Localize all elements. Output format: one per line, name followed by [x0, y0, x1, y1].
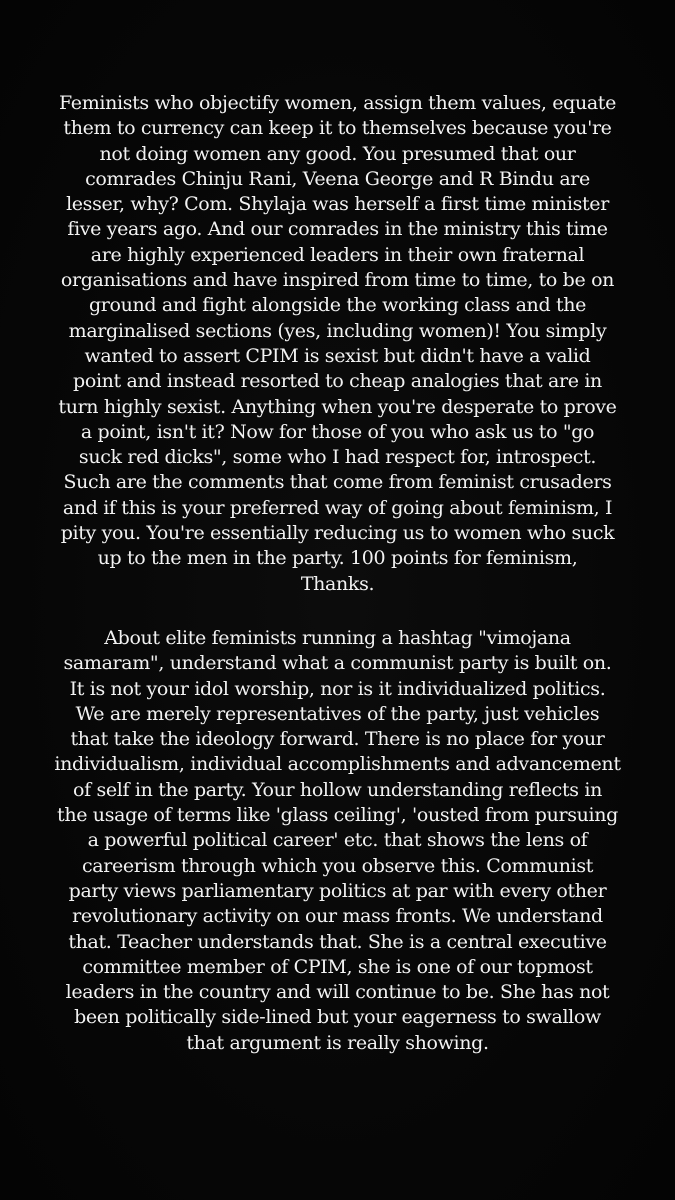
story-paragraph-1: Feminists who objectify women, assign them values, equate them to currency can keep it to themselves because you're not doing women any good. You presumed that our comrades Chinju Rani, Veena George and R Bindu are lesser, why? Com. Shylaja was herself a first time minister five years ago. And our comrades in the ministry this time are highly experienced leaders in their own fraternal organisations and have inspired from time to time, to be on ground and fight alongside the working class and the marginalised sections (yes, including women)! You simply wanted to assert CPIM is sexist but didn't have a valid point and instead resorted to cheap analogies that are in turn highly sexist. Anything when you're desperate to prove a point, isn't it? Now for those of you who ask us to "go suck red dicks", some who I had respect for, introspect. Such are the comments that come from feminist crusaders and if this is your preferred way of going about feminism, I pity you. You're essentially reducing us to women who suck up to the men in the party. 100 points for feminism, Thanks.: [58, 92, 617, 595]
story-paragraph-2: About elite feminists running a hashtag "vimojana samaram", understand what a communist party is built on. It is not your idol worship, nor is it individualized politics. We are merely representatives of the party, just vehicles that take the ideology forward. There is no place for your individualism, individual accomplishments and advancement of self in the party. Your hollow understanding reflects in the usage of terms like 'glass ceiling', 'ousted from pursuing a powerful political career' etc. that shows the lens of careerism through which you observe this. Communist party views parliamentary politics at par with every other revolutionary activity on our mass fronts. We understand that. Teacher understands that. She is a central executive committee member of CPIM, she is one of our topmost leaders in the country and will continue to be. She has not been politically side-lined but your eagerness to swallow that argument is really showing.: [54, 627, 621, 1054]
